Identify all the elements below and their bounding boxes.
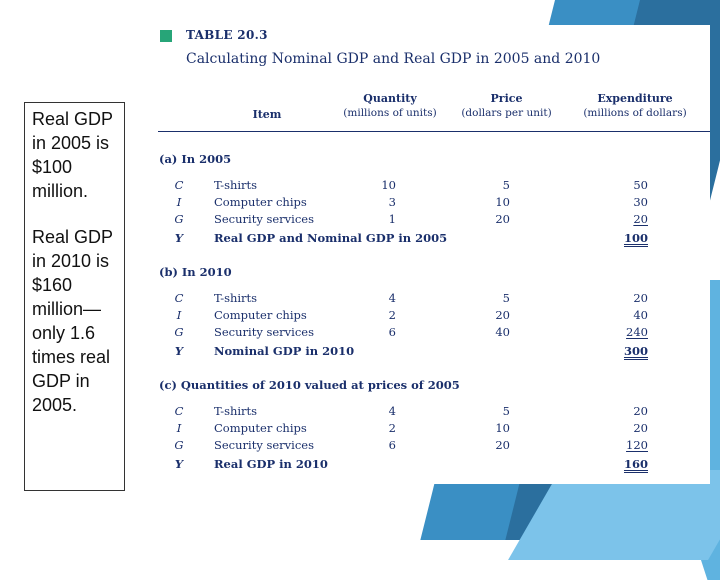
expenditure-cell: 50: [633, 178, 648, 192]
symbol-cell: I: [176, 308, 182, 322]
price-cell: 10: [495, 421, 510, 435]
item-cell: Security services: [214, 325, 315, 339]
table-row: [156, 404, 710, 421]
section-title: (a) In 2005: [159, 152, 232, 166]
table-row: [156, 195, 710, 212]
symbol-cell: I: [176, 195, 182, 209]
quantity-cell: 4: [388, 404, 396, 418]
quantity-cell: 2: [388, 308, 396, 322]
quantity-cell: 3: [388, 195, 396, 209]
header-expenditure: [576, 91, 694, 121]
symbol-cell: G: [174, 212, 184, 226]
quantity-cell: 10: [381, 178, 396, 192]
total-double-rule: [624, 472, 648, 473]
symbol-cell: Y: [174, 231, 184, 245]
expenditure-cell: 160: [623, 457, 648, 471]
expenditure-cell: 100: [623, 231, 648, 245]
explanation-paragraph-2010: Real GDP in 2010 is $160 million—only 1.6 times real GDP in 2005.: [32, 227, 113, 415]
expenditure-cell: 20: [633, 212, 648, 226]
item-cell: T-shirts: [214, 404, 258, 418]
total-double-rule: [624, 246, 648, 247]
explanation-textbox[interactable]: [24, 102, 125, 491]
item-cell: T-shirts: [214, 178, 258, 192]
table-row: [156, 438, 710, 455]
expenditure-cell: 20: [633, 421, 648, 435]
header-quantity: [336, 91, 444, 121]
expenditure-cell: 240: [626, 325, 648, 339]
explanation-paragraph-2005: Real GDP in 2005 is $100 million.: [32, 109, 113, 201]
expenditure-cell: 30: [633, 195, 648, 209]
quantity-cell: 4: [388, 291, 396, 305]
symbol-cell: Y: [174, 457, 184, 471]
expenditure-cell: 20: [633, 404, 648, 418]
table-title: Calculating Nominal GDP and Real GDP in 2005 and 2010: [186, 51, 601, 67]
item-cell: Computer chips: [214, 195, 307, 209]
price-cell: 5: [502, 291, 510, 305]
price-cell: 5: [502, 404, 510, 418]
symbol-cell: G: [174, 325, 184, 339]
header-quantity-label: Quantity: [363, 92, 417, 105]
item-cell: Computer chips: [214, 421, 307, 435]
quantity-cell: 6: [388, 438, 396, 452]
header-item: [252, 107, 282, 122]
table-number: TABLE 20.3: [186, 28, 268, 42]
price-cell: 5: [502, 178, 510, 192]
header-price: [454, 91, 559, 121]
item-cell: T-shirts: [214, 291, 258, 305]
header-price-label: Price: [490, 92, 523, 105]
item-cell: Real GDP and Nominal GDP in 2005: [214, 231, 448, 245]
table-row: [156, 308, 710, 325]
expenditure-cell: 120: [626, 438, 648, 452]
quantity-cell: 2: [388, 421, 396, 435]
price-cell: 10: [495, 195, 510, 209]
total-double-rule: [624, 359, 648, 360]
header-price-unit: (dollars per unit): [461, 107, 552, 119]
section-title: (b) In 2010: [159, 265, 232, 279]
price-cell: 20: [495, 212, 510, 226]
header-item-label: Item: [252, 108, 282, 121]
table-row: [156, 178, 710, 195]
symbol-cell: C: [174, 404, 184, 418]
price-cell: 20: [495, 308, 510, 322]
table-marker-icon: [160, 30, 172, 42]
header-expenditure-label: Expenditure: [597, 92, 673, 105]
header-rule: [158, 131, 710, 132]
expenditure-cell: 20: [633, 291, 648, 305]
gdp-table-panel: [156, 25, 710, 484]
symbol-cell: C: [174, 178, 184, 192]
expenditure-cell: 40: [633, 308, 648, 322]
price-cell: 20: [495, 438, 510, 452]
header-expenditure-unit: (millions of dollars): [583, 107, 687, 119]
item-cell: Computer chips: [214, 308, 307, 322]
expenditure-cell: 300: [623, 344, 648, 358]
table-row: [156, 212, 710, 229]
symbol-cell: Y: [174, 344, 184, 358]
header-quantity-unit: (millions of units): [343, 107, 437, 119]
table-row: [156, 291, 710, 308]
item-cell: Security services: [214, 438, 315, 452]
symbol-cell: I: [176, 421, 182, 435]
quantity-cell: 6: [388, 325, 396, 339]
item-cell: Security services: [214, 212, 315, 226]
quantity-cell: 1: [388, 212, 396, 226]
item-cell: Nominal GDP in 2010: [214, 344, 355, 358]
table-row: [156, 421, 710, 438]
section-title: (c) Quantities of 2010 valued at prices of 2005: [159, 378, 460, 392]
symbol-cell: C: [174, 291, 184, 305]
item-cell: Real GDP in 2010: [214, 457, 328, 471]
price-cell: 40: [495, 325, 510, 339]
symbol-cell: G: [174, 438, 184, 452]
table-row: [156, 325, 710, 342]
